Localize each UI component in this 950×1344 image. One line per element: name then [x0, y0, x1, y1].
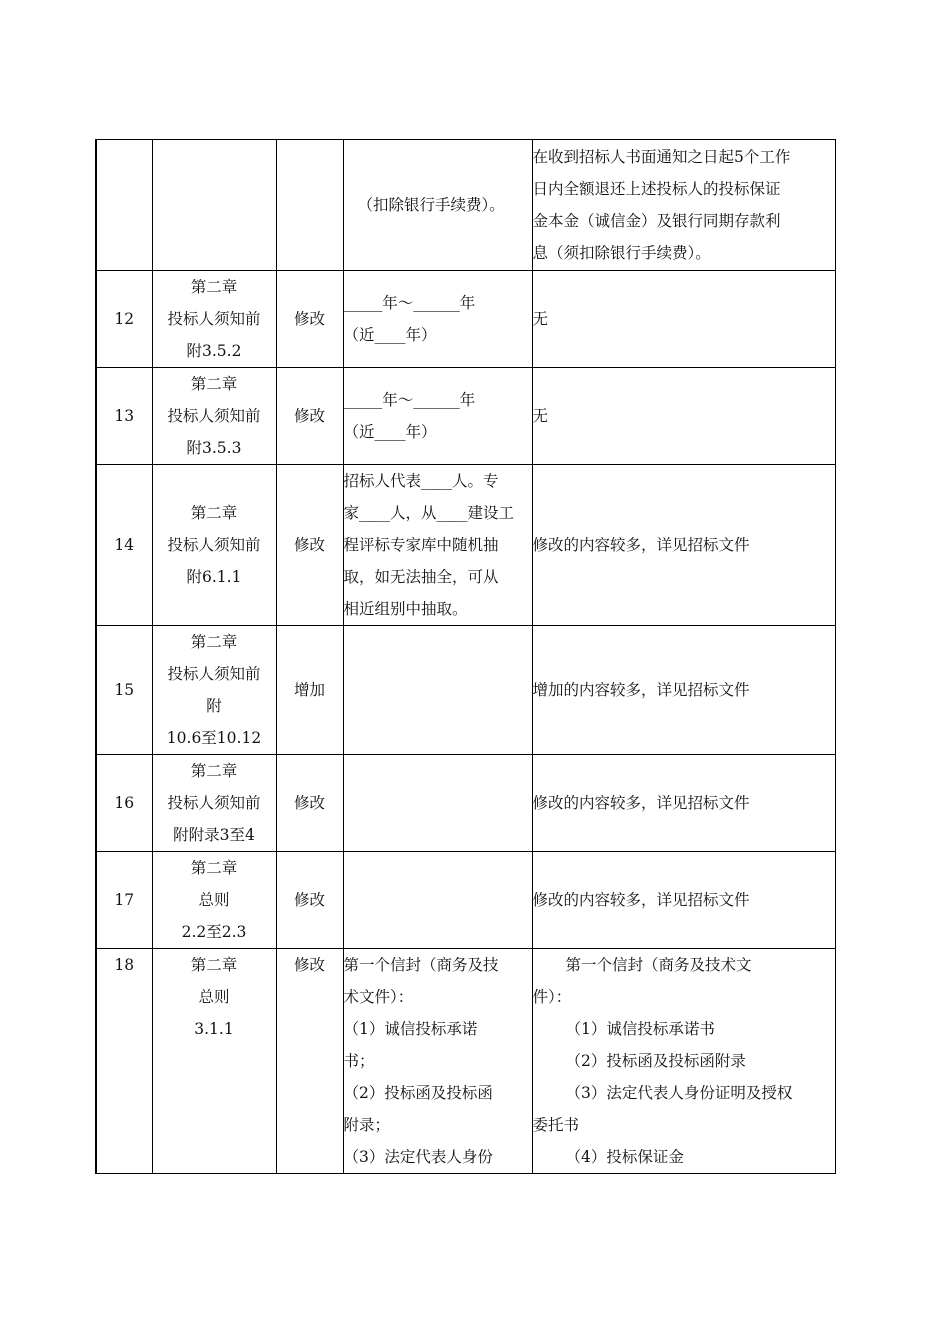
row-number: 12	[96, 271, 152, 368]
revised-text	[532, 626, 835, 755]
revised-line: 增加的内容较多，详见招标文件	[532, 681, 750, 699]
revised-line: （4）投标保证金	[565, 1148, 684, 1166]
chapter-line: 投标人须知前	[167, 310, 261, 328]
change-type: 修改	[276, 368, 343, 465]
original-line: 书；	[343, 1052, 375, 1070]
chapter-line: 投标人须知前	[167, 407, 261, 425]
chapter-cell	[152, 852, 276, 949]
chapter-line: 第二章	[190, 633, 238, 651]
original-line: （近____年）	[343, 423, 437, 441]
original-line: 程评标专家库中随机抽	[343, 536, 499, 554]
chapter-line: 3.1.1	[194, 1020, 234, 1038]
chapter-line: 第二章	[190, 762, 238, 780]
original-text	[343, 368, 532, 465]
revised-line: 息（须扣除银行手续费）。	[532, 244, 711, 262]
revised-line: 无	[532, 310, 549, 328]
row-number: 14	[96, 465, 152, 626]
original-line: 术文件）：	[343, 988, 414, 1006]
revised-text	[532, 852, 835, 949]
chapter-line: 总则	[198, 891, 230, 909]
original-text	[343, 140, 532, 271]
table-row	[96, 626, 835, 755]
change-type	[276, 140, 343, 271]
original-line: _____年～______年	[343, 391, 476, 409]
original-text	[343, 465, 532, 626]
chapter-line: 投标人须知前	[167, 794, 261, 812]
revised-text	[532, 755, 835, 852]
revised-text	[532, 949, 835, 1174]
chapter-line: 投标人须知前	[167, 536, 261, 554]
chapter-cell	[152, 368, 276, 465]
chapter-line: 附附录3至4	[173, 826, 255, 844]
chapter-line: 第二章	[190, 504, 238, 522]
row-number: 13	[96, 368, 152, 465]
original-line: 附录；	[343, 1116, 391, 1134]
chapter-cell	[152, 140, 276, 271]
row-number: 18	[96, 949, 152, 1174]
amendment-table	[95, 139, 836, 1174]
chapter-line: 附3.5.3	[186, 439, 242, 457]
chapter-cell	[152, 949, 276, 1174]
original-text	[343, 626, 532, 755]
change-type: 修改	[276, 465, 343, 626]
chapter-cell	[152, 271, 276, 368]
row-number: 16	[96, 755, 152, 852]
revised-line: 无	[532, 407, 549, 425]
change-type: 修改	[276, 755, 343, 852]
original-text	[343, 852, 532, 949]
chapter-line: 投标人须知前	[167, 665, 261, 683]
revised-line: （3）法定代表人身份证明及授权	[565, 1084, 793, 1102]
table-row	[96, 140, 835, 271]
original-line: （3）法定代表人身份	[343, 1148, 493, 1166]
original-line: （2）投标函及投标函	[343, 1084, 493, 1102]
revised-text	[532, 368, 835, 465]
original-line: （扣除银行手续费）。	[357, 196, 505, 214]
chapter-line: 第二章	[190, 278, 238, 296]
chapter-line: 2.2至2.3	[181, 923, 247, 941]
revised-text	[532, 271, 835, 368]
table-row	[96, 465, 835, 626]
revised-line: 金本金（诚信金）及银行同期存款利	[532, 212, 781, 230]
row-number	[96, 140, 152, 271]
revised-text	[532, 465, 835, 626]
revised-line: 委托书	[532, 1116, 580, 1134]
chapter-cell	[152, 755, 276, 852]
original-text	[343, 949, 532, 1174]
change-type: 增加	[276, 626, 343, 755]
revised-line: （2）投标函及投标函附录	[565, 1052, 746, 1070]
chapter-line: 附	[206, 697, 222, 715]
table-row	[96, 271, 835, 368]
chapter-cell	[152, 626, 276, 755]
chapter-line: 第二章	[190, 956, 238, 974]
chapter-line: 第二章	[190, 859, 238, 877]
original-text	[343, 755, 532, 852]
chapter-cell	[152, 465, 276, 626]
row-number: 17	[96, 852, 152, 949]
chapter-line: 附6.1.1	[186, 568, 242, 586]
original-line: 取，如无法抽全，可从	[343, 568, 499, 586]
change-type: 修改	[276, 949, 343, 1174]
revised-line: 日内全额退还上述投标人的投标保证	[532, 180, 781, 198]
table-row	[96, 852, 835, 949]
original-line: _____年～______年	[343, 294, 476, 312]
change-type: 修改	[276, 852, 343, 949]
table-row	[96, 949, 835, 1174]
revised-text	[532, 140, 835, 271]
revised-line: 修改的内容较多，详见招标文件	[532, 536, 750, 554]
original-line: 招标人代表____人。专	[343, 472, 499, 490]
revised-line: 修改的内容较多，详见招标文件	[532, 794, 750, 812]
revised-line: 在收到招标人书面通知之日起5个工作	[532, 148, 791, 166]
change-type: 修改	[276, 271, 343, 368]
original-line: （近____年）	[343, 326, 437, 344]
revised-line: 修改的内容较多，详见招标文件	[532, 891, 750, 909]
chapter-line: 总则	[198, 988, 230, 1006]
chapter-line: 第二章	[190, 375, 238, 393]
chapter-line: 附3.5.2	[186, 342, 242, 360]
table-row	[96, 368, 835, 465]
revised-line: 第一个信封（商务及技术文	[565, 956, 752, 974]
original-line: 第一个信封（商务及技	[343, 956, 499, 974]
original-text	[343, 271, 532, 368]
row-number: 15	[96, 626, 152, 755]
chapter-line: 10.6至10.12	[166, 729, 262, 747]
revised-line: 件）：	[532, 988, 572, 1006]
original-line: （1）诚信投标承诺	[343, 1020, 478, 1038]
table-row	[96, 755, 835, 852]
original-line: 家____人，从____建设工	[343, 504, 515, 522]
revised-line: （1）诚信投标承诺书	[565, 1020, 715, 1038]
original-line: 相近组别中抽取。	[343, 600, 468, 618]
